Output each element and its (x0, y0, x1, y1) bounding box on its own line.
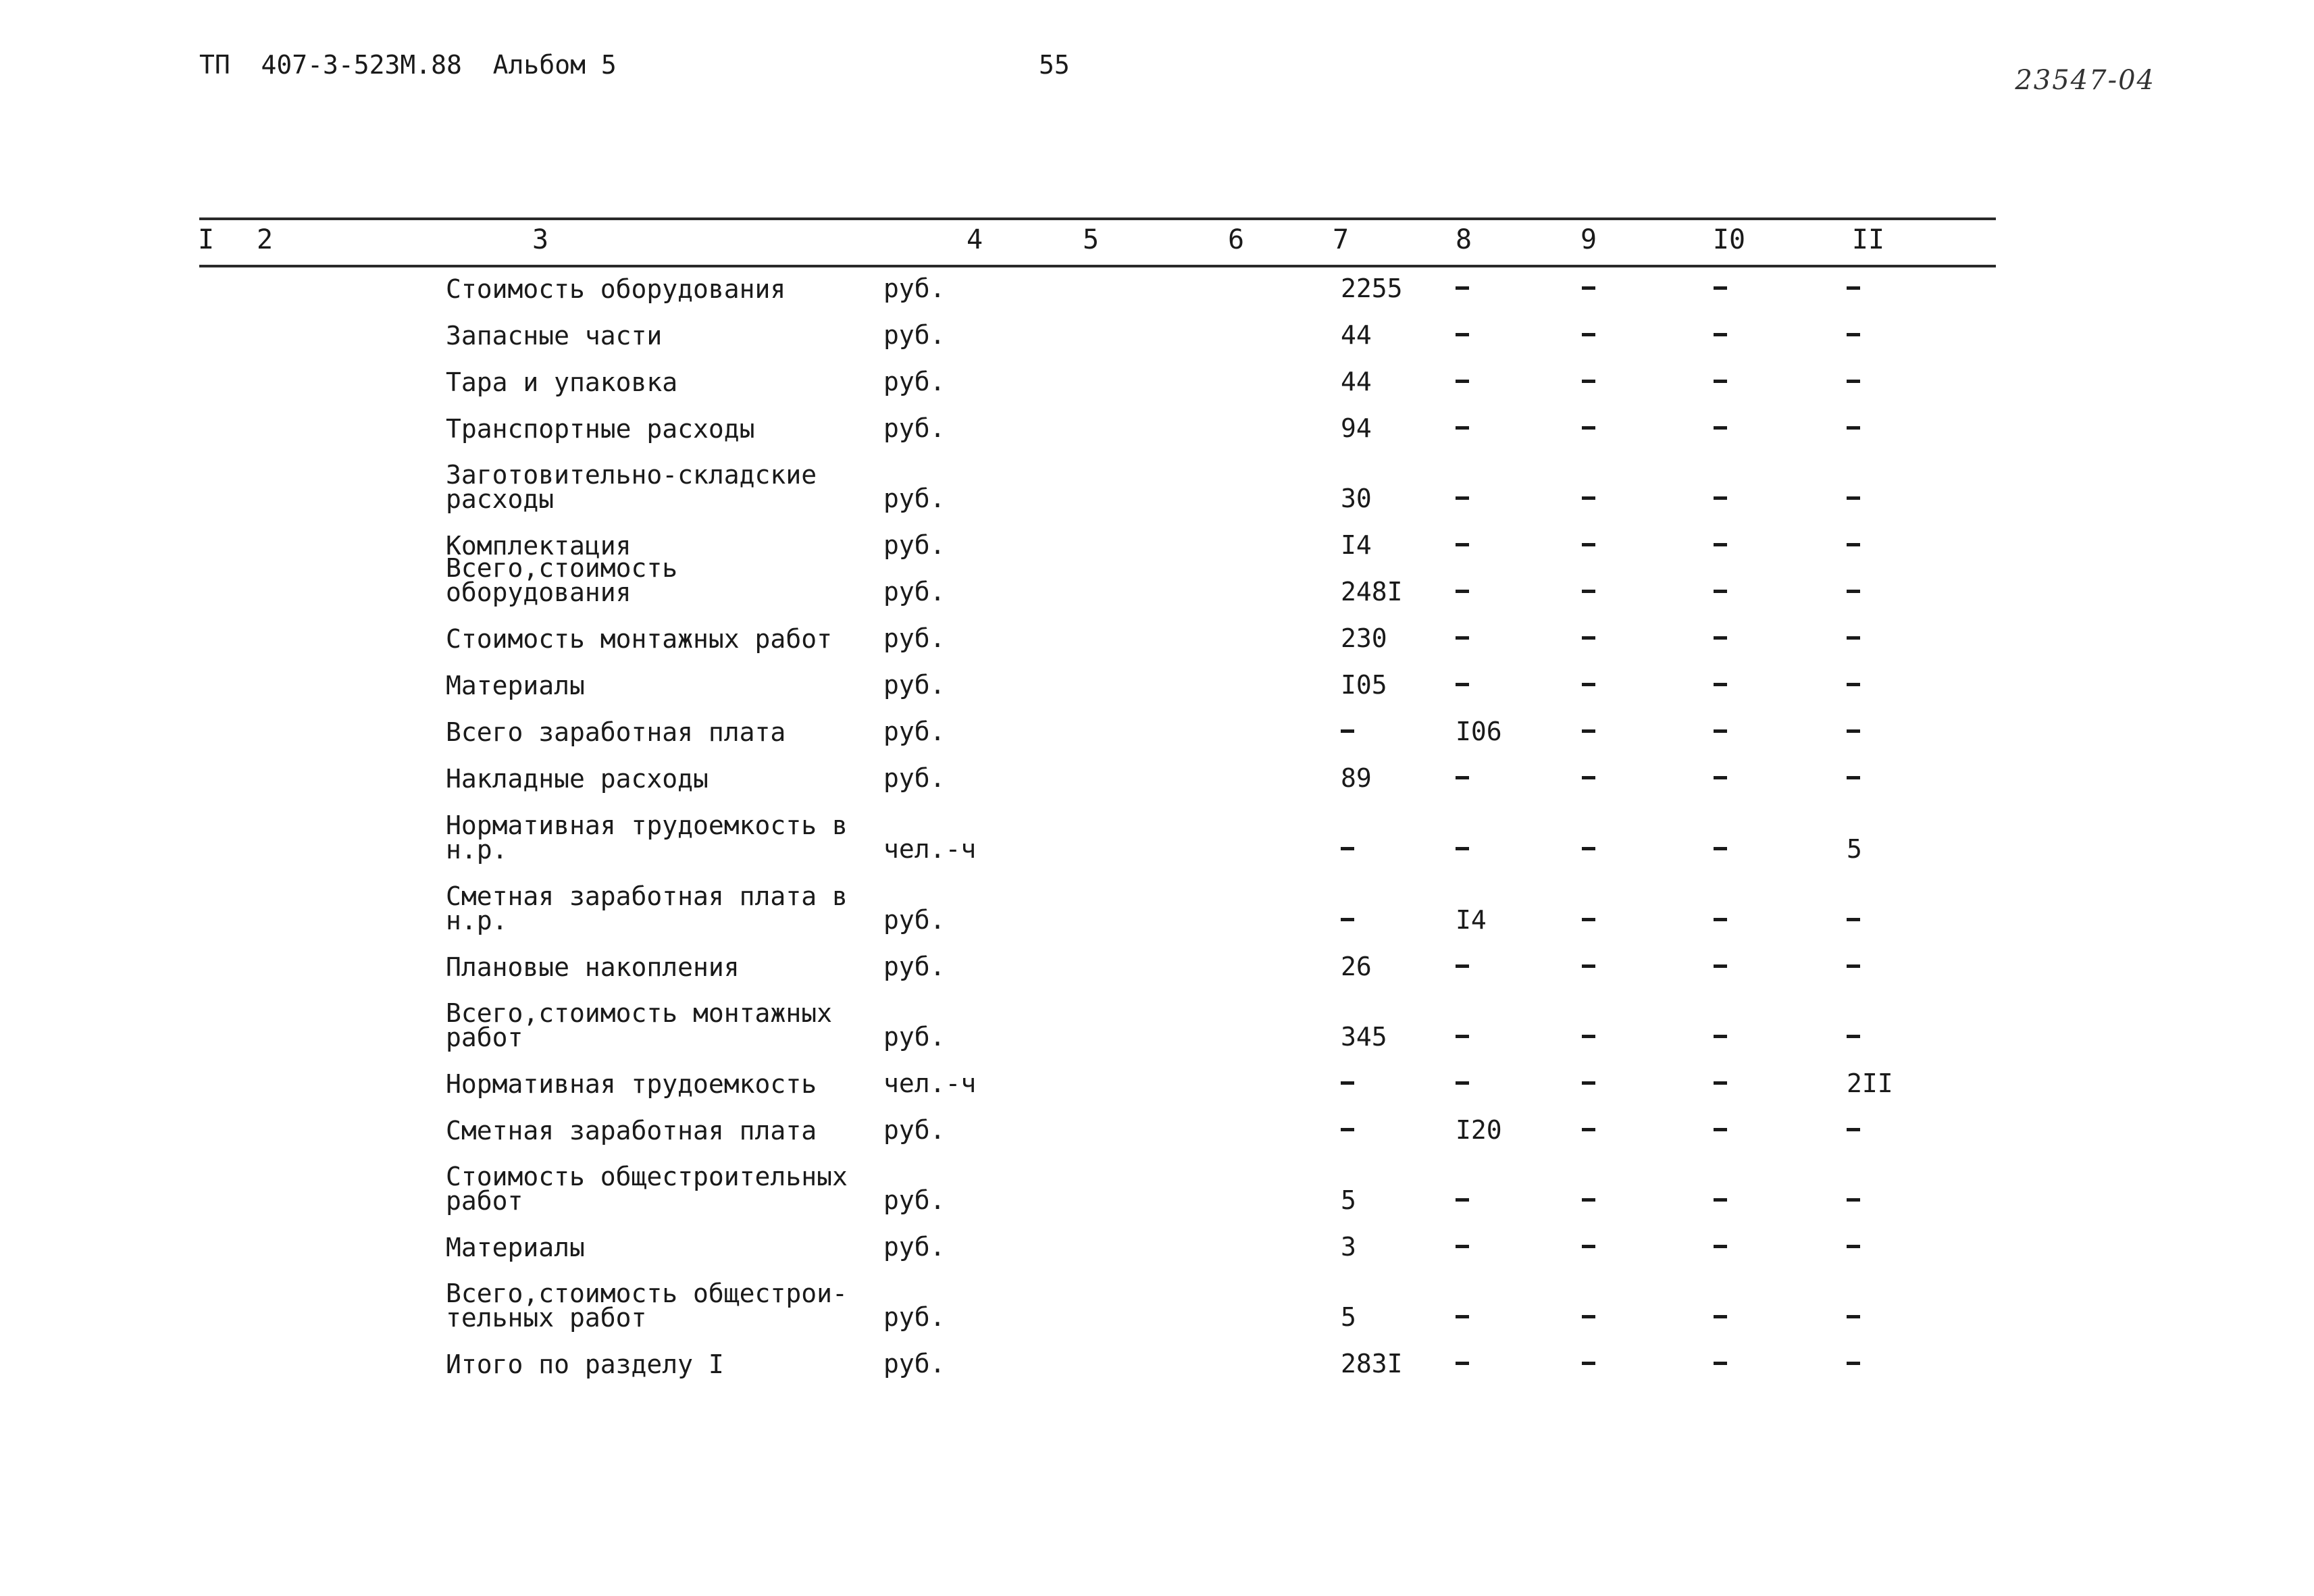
table-row (0, 704, 2314, 747)
dash-mark (1582, 286, 1595, 290)
value-c9 (1582, 1351, 1595, 1376)
value-c9 (1582, 579, 1595, 604)
dash-mark (1456, 426, 1469, 430)
cost-item-name: Стоимость оборудования (446, 274, 786, 304)
unit-cell: руб. (883, 413, 946, 443)
unit-cell: руб. (883, 670, 946, 700)
column-header-5: 5 (1082, 224, 1100, 255)
value-c10 (1714, 954, 1727, 979)
table-row (0, 1102, 2314, 1143)
value-c11 (1847, 954, 1860, 979)
column-header-1: I (197, 224, 215, 255)
value-c7 (1341, 836, 1354, 862)
value-c9 (1582, 625, 1595, 651)
inventory-stamp: 23547-04 (2015, 65, 2155, 96)
dash-mark (1456, 496, 1469, 500)
value-c7: 230 (1341, 623, 1387, 653)
cost-item-name: Нормативная трудоемкость в н.р. (446, 810, 848, 865)
value-c10 (1714, 836, 1727, 862)
value-c7 (1341, 907, 1354, 933)
value-c8 (1456, 625, 1469, 651)
column-header-6: 6 (1227, 224, 1245, 255)
cost-item-name: Сметная заработная плата (446, 1116, 817, 1145)
cost-item-name: Заготовительно-складские расходы (446, 460, 817, 514)
dash-mark (1714, 683, 1727, 686)
dash-mark (1456, 1245, 1469, 1248)
value-c10 (1714, 907, 1727, 933)
value-c9 (1582, 765, 1595, 791)
document-code: ТП 407-3-523М.88 Альбом 5 (199, 50, 617, 80)
table-row (0, 881, 2314, 935)
value-c8 (1456, 415, 1469, 441)
dash-mark (1714, 380, 1727, 383)
value-c8 (1456, 1234, 1469, 1260)
table-row (0, 1279, 2314, 1333)
value-c11 (1847, 322, 1860, 348)
dash-mark (1582, 1081, 1595, 1085)
dash-mark (1582, 964, 1595, 968)
column-header-3: 3 (532, 224, 549, 255)
dash-mark (1582, 543, 1595, 546)
value-c9 (1582, 1024, 1595, 1050)
dash-mark (1582, 333, 1595, 336)
dash-mark (1456, 1315, 1469, 1318)
table-row (0, 657, 2314, 698)
cost-item-name: Всего заработная плата (446, 717, 786, 747)
unit-cell: руб. (883, 484, 946, 513)
value-c10 (1714, 672, 1727, 698)
value-c8: I4 (1456, 905, 1487, 935)
dash-mark (1847, 636, 1860, 640)
value-c7 (1341, 1117, 1354, 1143)
value-c11 (1847, 1351, 1860, 1376)
value-c9 (1582, 1234, 1595, 1260)
dash-mark (1456, 964, 1469, 968)
value-c11 (1847, 1187, 1860, 1213)
dash-mark (1714, 426, 1727, 430)
dash-mark (1714, 776, 1727, 779)
table-row (0, 261, 2314, 304)
table-row (0, 460, 2314, 514)
dash-mark (1582, 1035, 1595, 1038)
value-c10 (1714, 1117, 1727, 1143)
value-c8 (1456, 954, 1469, 979)
table-row (0, 354, 2314, 397)
value-c11 (1847, 415, 1860, 441)
dash-mark (1582, 729, 1595, 733)
dash-mark (1847, 918, 1860, 921)
table-row (0, 1336, 2314, 1379)
value-c7: 44 (1341, 320, 1372, 350)
dash-mark (1582, 683, 1595, 686)
dash-mark (1714, 636, 1727, 640)
value-c11 (1847, 1024, 1860, 1050)
value-c10 (1714, 765, 1727, 791)
value-c10 (1714, 369, 1727, 394)
cost-item-name: Нормативная трудоемкость (446, 1069, 817, 1099)
table-top-rule (199, 217, 1996, 220)
value-c8 (1456, 532, 1469, 558)
column-header-8: 8 (1455, 224, 1472, 255)
value-c8 (1456, 1304, 1469, 1330)
column-header-4: 4 (966, 224, 983, 255)
unit-cell: руб. (883, 952, 946, 981)
dash-mark (1582, 918, 1595, 921)
dash-mark (1582, 590, 1595, 593)
dash-mark (1714, 918, 1727, 921)
dash-mark (1847, 729, 1860, 733)
dash-mark (1582, 776, 1595, 779)
table-row (0, 1056, 2314, 1099)
value-c8: I06 (1456, 717, 1502, 746)
unit-cell: руб. (883, 530, 946, 560)
unit-cell: руб. (883, 905, 946, 935)
value-c8 (1456, 672, 1469, 698)
cost-item-name: Стоимость монтажных работ (446, 624, 832, 654)
value-c11 (1847, 765, 1860, 791)
cost-item-name: Стоимость общестроительных работ (446, 1162, 848, 1216)
value-c9 (1582, 276, 1595, 301)
unit-cell: руб. (883, 1022, 946, 1052)
value-c11 (1847, 369, 1860, 394)
value-c9 (1582, 719, 1595, 744)
dash-mark (1847, 333, 1860, 336)
cost-item-name: Комплектация (446, 531, 632, 561)
value-c7: 89 (1341, 763, 1372, 793)
table-row (0, 1162, 2314, 1216)
value-c11: 2II (1847, 1069, 1893, 1098)
column-header-10: I0 (1712, 224, 1746, 255)
cost-item-name: Запасные части (446, 321, 663, 351)
value-c10 (1714, 1187, 1727, 1213)
value-c11 (1847, 719, 1860, 744)
dash-mark (1714, 1128, 1727, 1131)
column-header-9: 9 (1580, 224, 1597, 255)
dash-mark (1714, 543, 1727, 546)
dash-mark (1456, 847, 1469, 850)
value-c10 (1714, 625, 1727, 651)
dash-mark (1456, 590, 1469, 593)
cost-item-name: Накладные расходы (446, 764, 709, 794)
dash-mark (1582, 1315, 1595, 1318)
dash-mark (1714, 847, 1727, 850)
unit-cell: руб. (883, 1185, 946, 1215)
dash-mark (1582, 380, 1595, 383)
unit-cell: руб. (883, 1115, 946, 1145)
dash-mark (1582, 426, 1595, 430)
dash-mark (1582, 1128, 1595, 1131)
cost-item-name: Сметная заработная плата в н.р. (446, 881, 848, 935)
dash-mark (1847, 286, 1860, 290)
value-c9 (1582, 369, 1595, 394)
unit-cell: чел.-ч (883, 834, 977, 864)
dash-mark (1456, 1198, 1469, 1202)
unit-cell: чел.-ч (883, 1069, 977, 1098)
value-c10 (1714, 1304, 1727, 1330)
value-c8 (1456, 276, 1469, 301)
unit-cell: руб. (883, 623, 946, 653)
dash-mark (1456, 683, 1469, 686)
table-row (0, 307, 2314, 351)
value-c7: 26 (1341, 952, 1372, 981)
value-c10 (1714, 486, 1727, 511)
dash-mark (1582, 1198, 1595, 1202)
value-c9 (1582, 836, 1595, 862)
value-c9 (1582, 672, 1595, 698)
value-c7: 44 (1341, 367, 1372, 396)
table-row (0, 1219, 2314, 1260)
dash-mark (1456, 380, 1469, 383)
value-c11 (1847, 1304, 1860, 1330)
value-c11: 5 (1847, 834, 1862, 864)
value-c7: 345 (1341, 1022, 1387, 1052)
value-c8 (1456, 486, 1469, 511)
dash-mark (1341, 1081, 1354, 1085)
table-row (0, 750, 2314, 794)
value-c11 (1847, 486, 1860, 511)
dash-mark (1847, 776, 1860, 779)
value-c7 (1341, 1071, 1354, 1096)
value-c7: 30 (1341, 484, 1372, 513)
dash-mark (1341, 1128, 1354, 1131)
dash-mark (1456, 636, 1469, 640)
unit-cell: руб. (883, 577, 946, 607)
dash-mark (1714, 1245, 1727, 1248)
value-c10 (1714, 415, 1727, 441)
unit-cell: руб. (883, 1349, 946, 1379)
cost-item-name: Тара и упаковка (446, 367, 678, 397)
dash-mark (1582, 496, 1595, 500)
dash-mark (1714, 496, 1727, 500)
value-c10 (1714, 579, 1727, 604)
value-c9 (1582, 954, 1595, 979)
value-c10 (1714, 1071, 1727, 1096)
dash-mark (1456, 333, 1469, 336)
page-number: 55 (1039, 50, 1070, 80)
value-c7: 5 (1341, 1302, 1356, 1332)
value-c7 (1341, 719, 1354, 744)
dash-mark (1847, 1198, 1860, 1202)
dash-mark (1847, 1245, 1860, 1248)
value-c10 (1714, 1024, 1727, 1050)
dash-mark (1847, 426, 1860, 430)
value-c11 (1847, 579, 1860, 604)
value-c10 (1714, 322, 1727, 348)
unit-cell: руб. (883, 763, 946, 793)
value-c8 (1456, 369, 1469, 394)
value-c7: 283I (1341, 1349, 1403, 1379)
unit-cell: руб. (883, 274, 946, 303)
cost-item-name: Материалы (446, 671, 585, 700)
table-row (0, 611, 2314, 654)
value-c8 (1456, 322, 1469, 348)
dash-mark (1714, 1362, 1727, 1365)
dash-mark (1847, 496, 1860, 500)
value-c7: 94 (1341, 413, 1372, 443)
dash-mark (1582, 1362, 1595, 1365)
dash-mark (1847, 683, 1860, 686)
table-row (0, 998, 2314, 1052)
table-row (0, 939, 2314, 982)
dash-mark (1341, 729, 1354, 733)
value-c8: I20 (1456, 1115, 1502, 1145)
dash-mark (1847, 543, 1860, 546)
dash-mark (1341, 918, 1354, 921)
value-c8 (1456, 836, 1469, 862)
dash-mark (1847, 1362, 1860, 1365)
value-c11 (1847, 276, 1860, 301)
value-c11 (1847, 1234, 1860, 1260)
value-c9 (1582, 907, 1595, 933)
table-row (0, 517, 2314, 561)
value-c11 (1847, 907, 1860, 933)
table-row (0, 810, 2314, 865)
dash-mark (1714, 286, 1727, 290)
dash-mark (1456, 1035, 1469, 1038)
dash-mark (1847, 1128, 1860, 1131)
value-c8 (1456, 1024, 1469, 1050)
dash-mark (1714, 964, 1727, 968)
value-c8 (1456, 1071, 1469, 1096)
dash-mark (1714, 590, 1727, 593)
value-c7: 2255 (1341, 274, 1403, 303)
dash-mark (1847, 964, 1860, 968)
dash-mark (1456, 776, 1469, 779)
value-c7: 5 (1341, 1185, 1356, 1215)
value-c9 (1582, 1304, 1595, 1330)
dash-mark (1714, 333, 1727, 336)
column-header-2: 2 (256, 224, 274, 255)
table-row (0, 553, 2314, 607)
unit-cell: руб. (883, 320, 946, 350)
cost-item-name: Итого по разделу I (446, 1349, 724, 1379)
value-c10 (1714, 532, 1727, 558)
dash-mark (1714, 1035, 1727, 1038)
dash-mark (1714, 1081, 1727, 1085)
dash-mark (1341, 847, 1354, 850)
value-c7: I4 (1341, 530, 1372, 560)
cost-item-name: Всего,стоимость общестрои-тельных работ (446, 1279, 848, 1333)
dash-mark (1582, 636, 1595, 640)
dash-mark (1714, 1198, 1727, 1202)
dash-mark (1456, 1362, 1469, 1365)
value-c9 (1582, 486, 1595, 511)
dash-mark (1847, 1035, 1860, 1038)
value-c11 (1847, 672, 1860, 698)
value-c9 (1582, 1187, 1595, 1213)
cost-item-name: Всего,стоимость монтажных работ (446, 998, 832, 1052)
dash-mark (1582, 1245, 1595, 1248)
value-c7: 3 (1341, 1232, 1356, 1262)
dash-mark (1582, 847, 1595, 850)
dash-mark (1456, 543, 1469, 546)
value-c7: 248I (1341, 577, 1403, 607)
unit-cell: руб. (883, 717, 946, 746)
cost-item-name: Всего,стоимость оборудования (446, 553, 678, 607)
unit-cell: руб. (883, 1232, 946, 1262)
value-c11 (1847, 625, 1860, 651)
value-c9 (1582, 415, 1595, 441)
dash-mark (1847, 590, 1860, 593)
value-c11 (1847, 532, 1860, 558)
value-c9 (1582, 1117, 1595, 1143)
value-c9 (1582, 532, 1595, 558)
dash-mark (1847, 380, 1860, 383)
value-c10 (1714, 719, 1727, 744)
value-c8 (1456, 1187, 1469, 1213)
value-c8 (1456, 579, 1469, 604)
value-c8 (1456, 1351, 1469, 1376)
value-c10 (1714, 1234, 1727, 1260)
value-c9 (1582, 322, 1595, 348)
dash-mark (1714, 729, 1727, 733)
dash-mark (1456, 1081, 1469, 1085)
column-header-7: 7 (1332, 224, 1349, 255)
cost-item-name: Материалы (446, 1233, 585, 1262)
table-row (0, 401, 2314, 444)
column-header-11: II (1851, 224, 1885, 255)
value-c7: I05 (1341, 670, 1387, 700)
value-c8 (1456, 765, 1469, 791)
dash-mark (1714, 1315, 1727, 1318)
unit-cell: руб. (883, 1302, 946, 1332)
value-c11 (1847, 1117, 1860, 1143)
value-c10 (1714, 1351, 1727, 1376)
dash-mark (1847, 1315, 1860, 1318)
dash-mark (1456, 286, 1469, 290)
value-c10 (1714, 276, 1727, 301)
value-c9 (1582, 1071, 1595, 1096)
cost-item-name: Транспортные расходы (446, 414, 755, 444)
cost-item-name: Плановые накопления (446, 952, 740, 982)
unit-cell: руб. (883, 367, 946, 396)
